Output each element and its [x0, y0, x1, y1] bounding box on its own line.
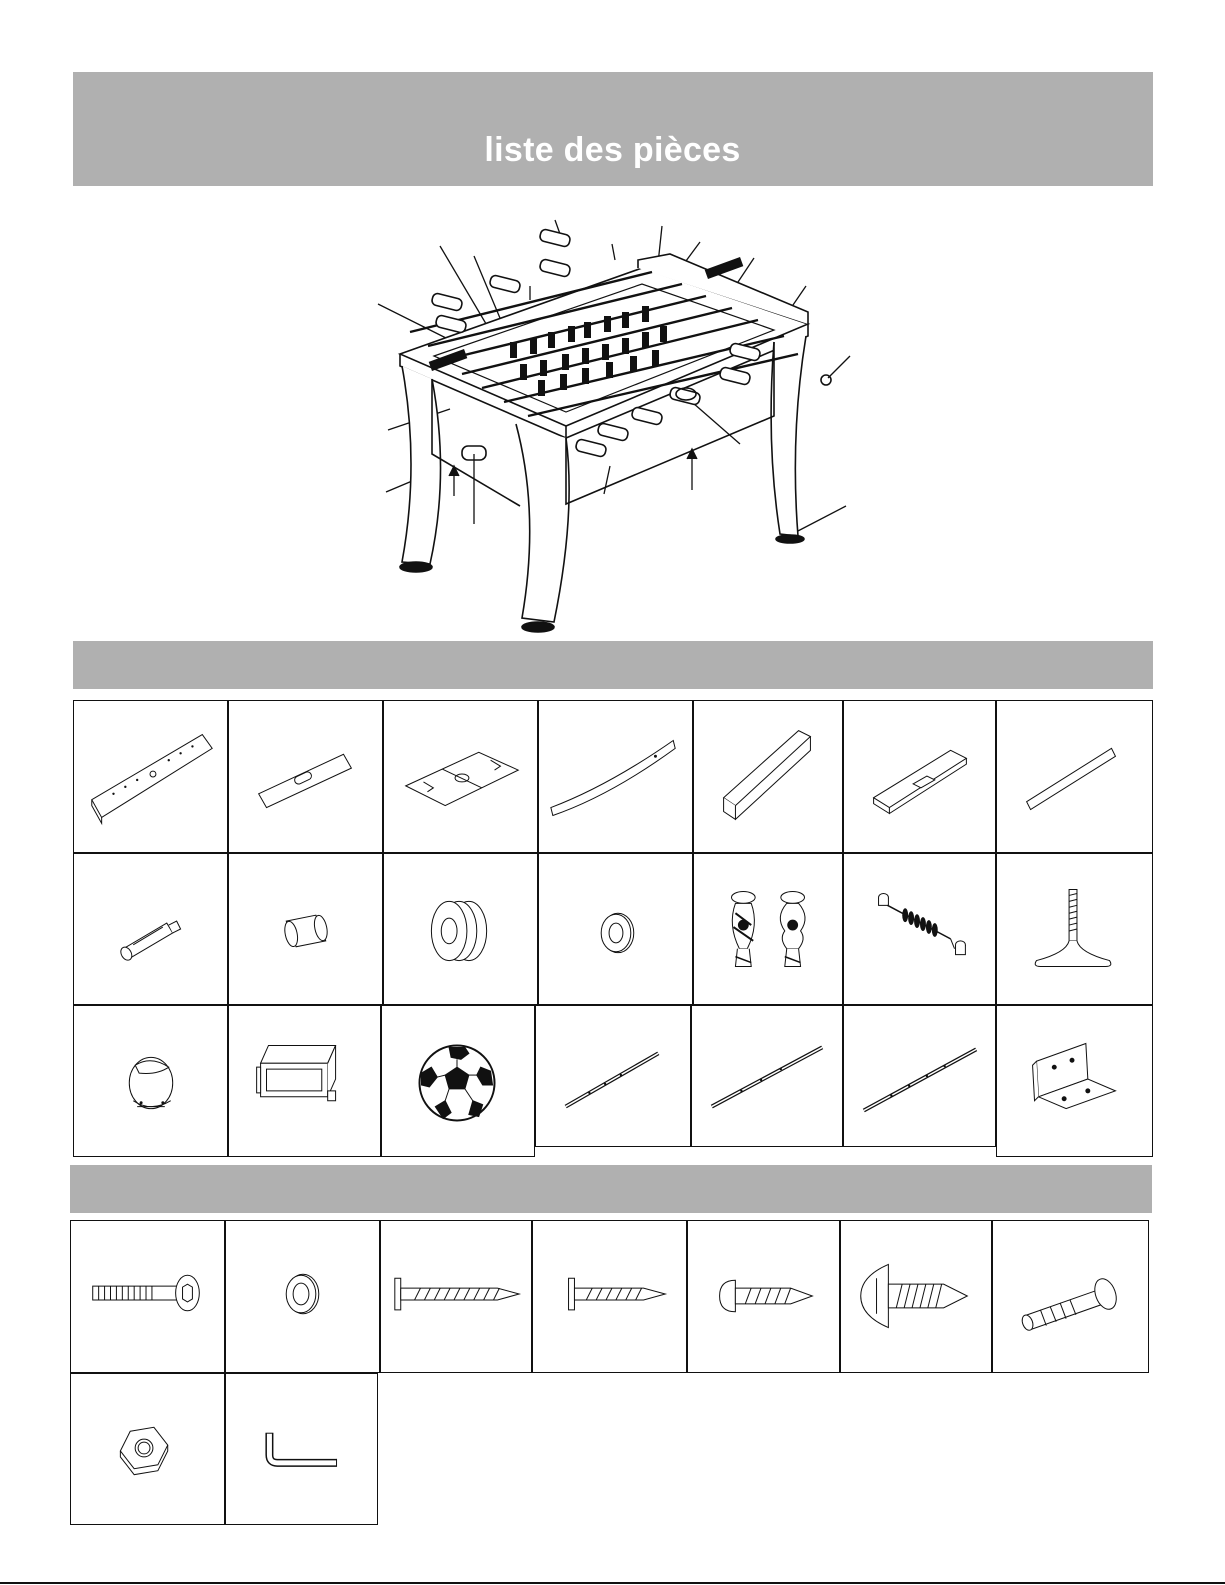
parts-cell	[73, 700, 228, 853]
short-screw-icon	[533, 1221, 686, 1372]
allen-key-icon	[226, 1374, 377, 1524]
goal-box-icon	[844, 701, 995, 852]
parts-section-band	[73, 641, 1153, 689]
carriage-bolt-icon	[993, 1221, 1148, 1372]
hardware-cell	[70, 1220, 225, 1373]
hardware-cell	[687, 1220, 840, 1373]
page-title: liste des pièces	[484, 131, 741, 169]
parts-cell	[535, 1005, 691, 1147]
hex-nut-icon	[71, 1374, 224, 1524]
parts-cell	[383, 853, 538, 1005]
parts-cell	[843, 1005, 996, 1147]
hardware-section-band	[70, 1165, 1152, 1213]
long-rod-icon	[844, 1006, 995, 1146]
hardware-grid	[70, 1220, 1152, 1525]
parts-cell	[996, 1005, 1153, 1157]
page-bottom-rule	[0, 1582, 1225, 1584]
end-panel-icon	[229, 701, 382, 852]
score-counter-icon	[844, 854, 995, 1004]
parts-grid	[73, 700, 1153, 1160]
parts-cell	[996, 700, 1153, 853]
round-head-screw-icon	[688, 1221, 839, 1372]
parts-cell	[228, 700, 383, 853]
corner-bracket-icon	[997, 1006, 1152, 1156]
parts-cell	[996, 853, 1153, 1005]
hardware-cell	[225, 1220, 380, 1373]
goal-frame-icon	[229, 1006, 380, 1156]
hardware-cell	[225, 1373, 378, 1525]
playfield-icon	[384, 701, 537, 852]
cross-brace-icon	[539, 701, 692, 852]
flat-washer-icon	[226, 1221, 379, 1372]
parts-cell	[383, 700, 538, 853]
medium-rod-icon	[692, 1006, 842, 1146]
parts-cell	[691, 1005, 843, 1147]
hex-socket-bolt-icon	[71, 1221, 224, 1372]
parts-cell	[73, 1005, 228, 1157]
parts-cell	[538, 853, 693, 1005]
rod-washer-icon	[539, 854, 692, 1004]
parts-cell	[843, 853, 996, 1005]
bumper-sleeve-icon	[229, 854, 382, 1004]
parts-cell	[843, 700, 996, 853]
leg-icon	[694, 701, 842, 852]
player-figure-icon	[694, 854, 842, 1004]
parts-cell	[381, 1005, 535, 1157]
parts-cell	[693, 853, 843, 1005]
foosball-table-exploded-view-icon	[370, 214, 870, 638]
parts-cell	[228, 853, 383, 1005]
hardware-cell	[380, 1220, 532, 1373]
hardware-cell	[992, 1220, 1149, 1373]
parts-cell	[693, 700, 843, 853]
hardware-cell	[70, 1373, 225, 1525]
parts-cell	[538, 700, 693, 853]
ball-return-cup-icon	[74, 1006, 227, 1156]
handle-icon	[74, 854, 227, 1004]
truss-head-screw-icon	[841, 1221, 991, 1372]
short-rod-icon	[536, 1006, 690, 1146]
parts-cell	[228, 1005, 381, 1157]
hardware-cell	[532, 1220, 687, 1373]
long-screw-icon	[381, 1221, 531, 1372]
rod-bumper-icon	[384, 854, 537, 1004]
soccer-ball-icon	[382, 1006, 534, 1156]
rail-strip-icon	[997, 701, 1152, 852]
side-apron-icon	[74, 701, 227, 852]
parts-cell	[73, 853, 228, 1005]
leveler-foot-icon	[997, 854, 1152, 1004]
hardware-cell	[840, 1220, 992, 1373]
